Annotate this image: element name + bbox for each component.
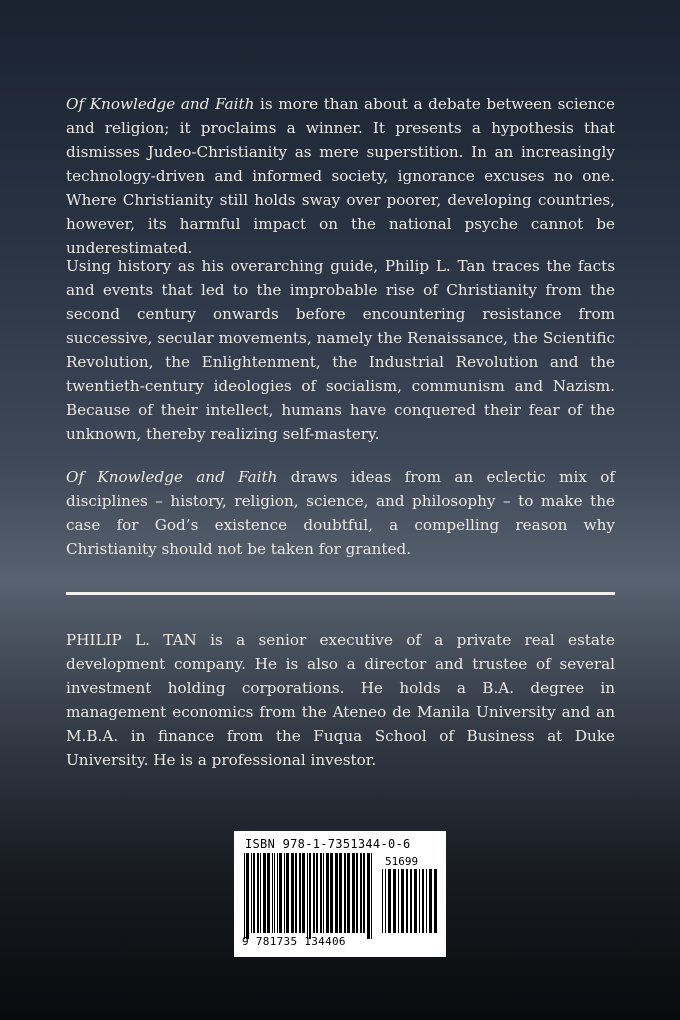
price-code: 51699 (385, 855, 419, 868)
barcode-bar (323, 853, 324, 933)
barcode-bar (291, 853, 294, 933)
barcode-bar (422, 869, 424, 933)
barcode-bar (263, 853, 266, 933)
barcode-bar (320, 853, 322, 933)
ean-digits: 9 781735 134406 (242, 935, 346, 948)
barcode-bar (356, 853, 358, 933)
book-title-italic: Of Knowledge and Faith (66, 468, 278, 486)
barcode-bar (316, 853, 318, 933)
barcode-bar (388, 869, 391, 933)
barcode-bar (398, 869, 399, 933)
barcode-bar (307, 853, 308, 939)
barcode-bar (295, 853, 297, 933)
barcode-bar (419, 869, 420, 933)
book-title-italic: Of Knowledge and Faith (66, 95, 255, 113)
barcode-bar (330, 853, 333, 933)
barcode-bar (335, 853, 338, 933)
barcode-bar (426, 869, 427, 933)
barcode-bar (313, 853, 315, 933)
barcode-bar (393, 869, 396, 933)
barcode-bar (401, 869, 404, 933)
author-bio (66, 628, 615, 772)
barcode-bar (272, 853, 273, 933)
isbn-label: ISBN 978-1-7351344-0-6 (245, 837, 411, 851)
barcode-bar (360, 853, 362, 933)
barcode-bar (253, 853, 255, 933)
barcode-bar (347, 853, 350, 933)
barcode-bar (246, 853, 249, 939)
barcode-bar (406, 869, 408, 933)
barcode-bar (309, 853, 311, 939)
barcode-bar (410, 869, 412, 933)
barcode-bar (363, 853, 365, 933)
barcode-bar (299, 853, 301, 933)
description-paragraph-1 (66, 92, 615, 260)
barcode-bar (414, 869, 417, 933)
barcode-bar (279, 853, 282, 933)
barcode-bar (434, 869, 437, 933)
description-paragraph-3 (66, 465, 615, 561)
barcode-bar (251, 853, 252, 933)
barcode-bar (371, 853, 372, 939)
barcode-bar (267, 853, 270, 933)
barcode-bar (284, 853, 285, 933)
barcode-bar (286, 853, 289, 933)
barcode-bar (339, 853, 342, 933)
isbn-barcode (234, 831, 446, 957)
barcode-bar (367, 853, 370, 939)
paragraph-text: Using history as his overarching guide, Philip L. Tan traces the facts and events that led to the improbable rise of Christianity from the second century onwards before encountering resistance from successive, secular movements, namely the Renaissance, the Scientific Revolution, the Enlightenment, the Industrial Revolution and the twentieth-century ideologies of socialism, communism and Nazism. Because of their intellect, humans have conquered their fear of the unknown, thereby realizing self-mastery. (66, 257, 615, 443)
divider-rule (66, 592, 615, 595)
barcode-bar (382, 869, 383, 933)
description-paragraph-2 (66, 254, 615, 446)
barcode-bar (277, 853, 278, 933)
barcode-bar (352, 853, 355, 933)
barcode-bar (344, 853, 346, 933)
paragraph-text: is more than about a debate between science and religion; it proclaims a winner. It presents a hypothesis that dismisses Judeo-Christianity as mere superstition. In an increasingly technology-driven and informed society, ignorance excuses no one. Where Christianity still holds sway over poorer, developing countries, however, its harmful impact on the national psyche cannot be underestimated. (66, 95, 615, 257)
barcode-bar (244, 853, 245, 939)
barcode-bar (260, 853, 261, 933)
barcode-bar (302, 853, 305, 933)
barcode-bar (274, 853, 275, 933)
barcode-bar (429, 869, 432, 933)
paragraph-text: draws ideas from an eclectic mix of disciplines – history, religion, science, and philosophy – to make the case for God’s existence doubtful, a compelling reason why Christianity should not be taken for granted. (66, 468, 616, 558)
barcode-bar (385, 869, 386, 933)
barcode-bar (257, 853, 259, 933)
author-bio-text: PHILIP L. TAN is a senior executive of a private real estate development company. He is also a director and trustee of several investment holding corporations. He holds a B.A. degree in management economics from the Ateneo de Manila University and an M.B.A. in finance from the Fuqua School of Business at Duke University. He is a professional investor. (66, 631, 615, 769)
barcode-bar (326, 853, 329, 933)
